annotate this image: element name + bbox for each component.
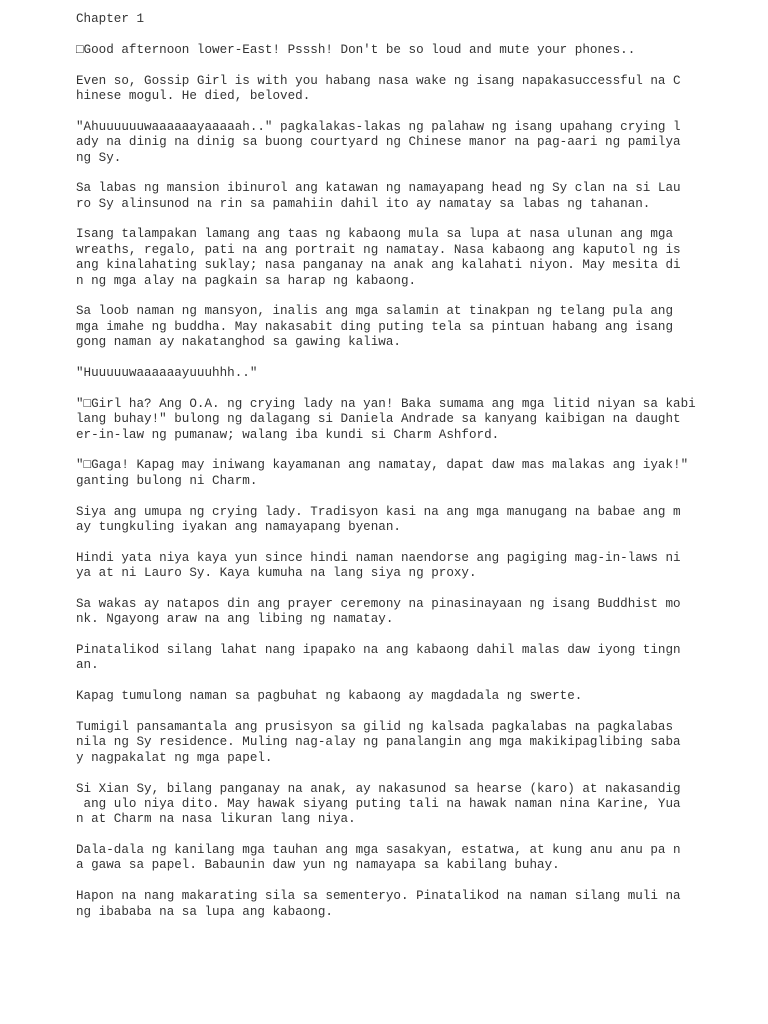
paragraph [76, 720, 696, 766]
text-line: lang buhay!" bulong ng dalagang si Daniela Andrade sa kanyang kaibigan na daught [76, 412, 681, 427]
text-line: nk. Ngayong araw na ang libing ng namatay. [76, 612, 394, 627]
text-line: Hapon na nang makarating sila sa sementeryo. Pinatalikod na naman silang muli na [76, 889, 681, 904]
paragraph [76, 227, 696, 289]
text-line: Sa loob naman ng mansyon, inalis ang mga salamin at tinakpan ng telang pula ang [76, 304, 674, 319]
text-line: Tumigil pansamantala ang prusisyon sa gilid ng kalsada pagkalabas na pagkalabas [76, 719, 674, 734]
text-line: Pinatalikod silang lahat nang ipapako na ang kabaong dahil malas daw iyong tingn [76, 643, 681, 658]
text-line: ro Sy alinsunod na rin sa pamahiin dahil ito ay namatay sa labas ng tahanan. [76, 196, 651, 211]
paragraph [76, 74, 696, 105]
text-line: "Huuuuuwaaaaaayuuuhhh.." [76, 365, 258, 380]
text-line: ady na dinig na dinig sa buong courtyard ng Chinese manor na pag-aari ng pamilya [76, 135, 681, 150]
text-line: ng ibababa na sa lupa ang kabaong. [76, 904, 333, 919]
paragraph [76, 397, 696, 443]
paragraph [76, 458, 696, 489]
text-line: Isang talampakan lamang ang taas ng kabaong mula sa lupa at nasa ulunan ang mga [76, 227, 674, 242]
text-line: ya at ni Lauro Sy. Kaya kumuha na lang siya ng proxy. [76, 566, 477, 581]
paragraph [76, 782, 696, 828]
paragraph [76, 181, 696, 212]
paragraph [76, 689, 696, 704]
paragraph [76, 597, 696, 628]
text-line: Hindi yata niya kaya yun since hindi naman naendorse ang pagiging mag-in-laws ni [76, 550, 681, 565]
text-line: "□Girl ha? Ang O.A. ng crying lady na yan! Baka sumama ang mga litid niyan sa kabi [76, 396, 696, 411]
text-line: mga imahe ng buddha. May nakasabit ding puting tela sa pintuan habang ang isang [76, 319, 674, 334]
paragraph [76, 551, 696, 582]
text-line: a gawa sa papel. Babaunin daw yun ng namayapa sa kabilang buhay. [76, 858, 560, 873]
text-line: gong naman ay nakatanghod sa gawing kaliwa. [76, 335, 401, 350]
text-line: Siya ang umupa ng crying lady. Tradisyon kasi na ang mga manugang na babae ang m [76, 504, 681, 519]
text-line: ang kinalahating suklay; nasa panganay na anak ang kalahati niyon. May mesita di [76, 258, 681, 273]
text-line: ay tungkuling iyakan ang namayapang byenan. [76, 519, 401, 534]
text-line: n ng mga alay na pagkain sa harap ng kabaong. [76, 273, 417, 288]
paragraph [76, 843, 696, 874]
paragraph [76, 120, 696, 166]
text-line: y nagpakalat ng mga papel. [76, 750, 273, 765]
text-line: Sa wakas ay natapos din ang prayer ceremony na pinasinayaan ng isang Buddhist mo [76, 596, 681, 611]
paragraph [76, 505, 696, 536]
text-line: □Good afternoon lower-East! Psssh! Don't be so loud and mute your phones.. [76, 42, 636, 57]
text-line: an. [76, 658, 99, 673]
paragraph [76, 43, 696, 58]
text-line: wreaths, regalo, pati na ang portrait ng namatay. Nasa kabaong ang kaputol ng is [76, 242, 681, 257]
paragraph [76, 366, 696, 381]
text-line: Even so, Gossip Girl is with you habang nasa wake ng isang napakasuccessful na C [76, 73, 681, 88]
paragraph [76, 304, 696, 350]
text-line: Sa labas ng mansion ibinurol ang katawan ng namayapang head ng Sy clan na si Lau [76, 181, 681, 196]
document-body [76, 12, 696, 935]
text-line: ganting bulong ni Charm. [76, 473, 258, 488]
text-line: n at Charm na nasa likuran lang niya. [76, 812, 356, 827]
text-line: ng Sy. [76, 150, 122, 165]
text-line: nila ng Sy residence. Muling nag-alay ng panalangin ang mga makikipaglibing saba [76, 735, 681, 750]
text-line: ang ulo niya dito. May hawak siyang puting tali na hawak naman nina Karine, Yua [76, 796, 681, 811]
text-line: er-in-law ng pumanaw; walang iba kundi si Charm Ashford. [76, 427, 500, 442]
text-line: hinese mogul. He died, beloved. [76, 88, 311, 103]
chapter-title: Chapter 1 [76, 12, 145, 26]
text-line: Dala-dala ng kanilang mga tauhan ang mga sasakyan, estatwa, at kung anu anu pa n [76, 843, 681, 858]
text-line: Kapag tumulong naman sa pagbuhat ng kabaong ay magdadala ng swerte. [76, 689, 583, 704]
paragraph [76, 889, 696, 920]
text-line: Si Xian Sy, bilang panganay na anak, ay nakasunod sa hearse (karo) at nakasandig [76, 781, 681, 796]
text-line: "□Gaga! Kapag may iniwang kayamanan ang namatay, dapat daw mas malakas ang iyak!" [76, 458, 689, 473]
text-line: "Ahuuuuuuwaaaaaayaaaaah.." pagkalakas-lakas ng palahaw ng isang upahang crying l [76, 119, 681, 134]
paragraph [76, 643, 696, 674]
